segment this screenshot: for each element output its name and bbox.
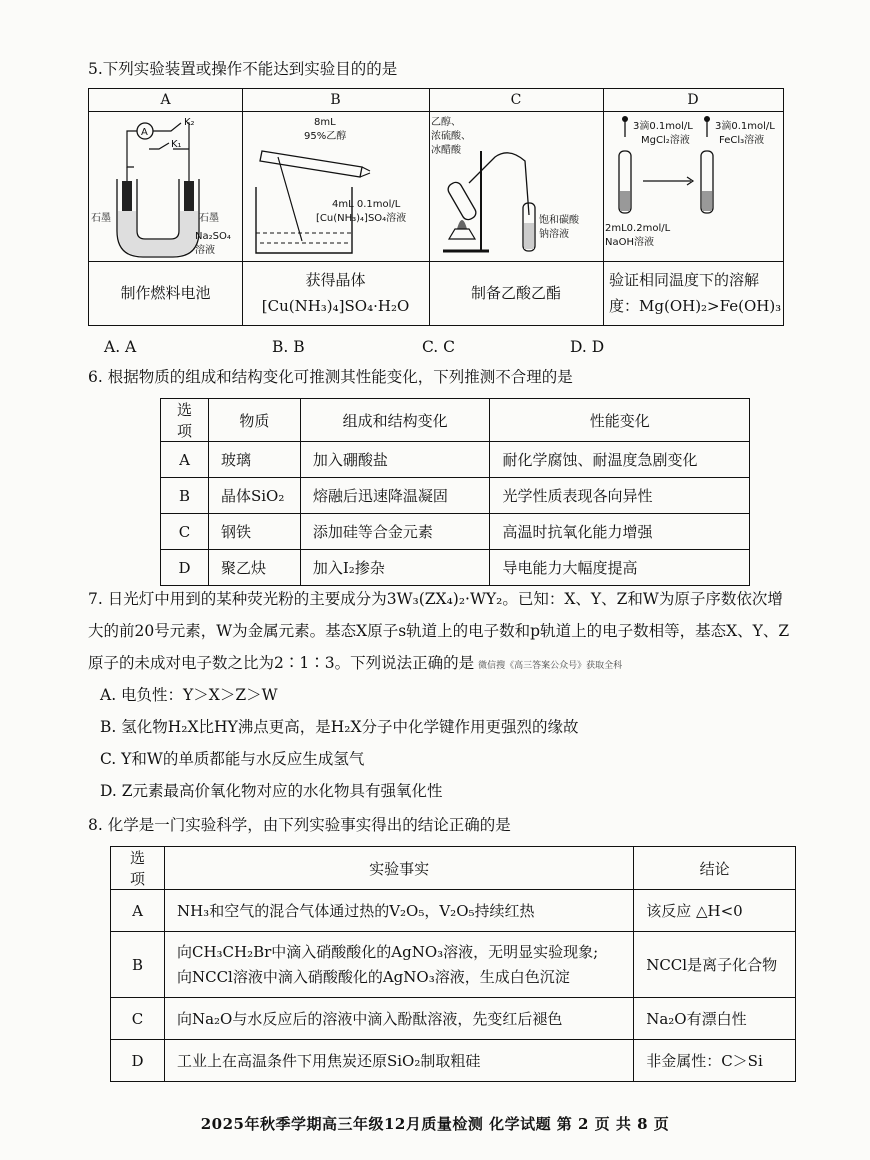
q6-header: 性能变化 [490, 399, 750, 442]
q6-option: D [161, 550, 209, 586]
electrolyte-label-1: Na₂SO₄ [195, 231, 231, 242]
q6-change: 熔融后迅速降温凝固 [300, 478, 490, 514]
ethanol-conc-label: 95%乙醇 [304, 131, 347, 142]
table-row [111, 890, 796, 932]
q5-option-d[interactable]: D. D [570, 338, 605, 356]
q6-property: 耐化学腐蚀、耐温度急剧变化 [490, 442, 750, 478]
q8-fact: 向Na₂O与水反应后的溶液中滴入酚酞溶液，先变红后褪色 [164, 998, 633, 1040]
q6-property: 光学性质表现各向异性 [490, 478, 750, 514]
mgcl2-conc-label: 3滴0.1mol/L [633, 121, 693, 132]
q6-header: 选项 [161, 399, 209, 442]
q6-header: 组成和结构变化 [300, 399, 490, 442]
q8-conclusion: 非金属性：C＞Si [634, 1040, 796, 1082]
reagent-label-1: 乙醇、 [431, 117, 461, 128]
q7-option-a[interactable]: A. 电负性：Y＞X＞Z＞W [100, 686, 278, 704]
naoh-conc-label: 2mL0.2mol/L [605, 223, 671, 234]
q5-option-c[interactable]: C. C [422, 338, 456, 356]
q8-fact: NH₃和空气的混合气体通过热的V₂O₅，V₂O₅持续红热 [164, 890, 633, 932]
q8-fact-line: 向CH₃CH₂Br中滴入硝酸酸化的AgNO₃溶液，无明显实验现象; [176, 942, 599, 961]
q7-stem-text: 原子的未成对电子数之比为2∶1∶3。下列说法正确的是 [88, 654, 475, 672]
table-row [161, 514, 750, 550]
graphite-left-label: 石墨 [91, 213, 111, 224]
q8-table [110, 846, 796, 1082]
q8-fact [164, 932, 633, 998]
ester-diagram [429, 111, 603, 261]
graphite-right-label: 石墨 [199, 213, 219, 224]
switch-k2-label: K₂ [184, 117, 195, 128]
q5-option-b[interactable]: B. B [272, 338, 305, 356]
q5-header-b: B [330, 92, 341, 108]
q6-header-row [161, 399, 750, 442]
q5-purpose-a [89, 261, 242, 325]
fecl3-name-label: FeCl₃溶液 [719, 135, 765, 146]
q6-change: 加入I₂掺杂 [300, 550, 490, 586]
q7-option-c[interactable]: C. Y和W的单质都能与水反应生成氢气 [100, 750, 365, 768]
q8-option: D [111, 1040, 165, 1082]
q5-apparatus-table [88, 88, 784, 326]
q6-material: 钢铁 [208, 514, 300, 550]
q5-stem: 5.下列实验装置或操作不能达到实验目的的是 [88, 60, 398, 78]
q5-purpose-b [242, 261, 429, 325]
naoh-name-label: NaOH溶液 [605, 237, 654, 248]
q6-material: 聚乙炔 [208, 550, 300, 586]
q6-change: 加入硼酸盐 [300, 442, 490, 478]
q5-header-d: D [687, 92, 699, 108]
table-row [161, 550, 750, 586]
q8-header: 结论 [634, 847, 796, 890]
q7-option-b[interactable]: B. 氢化物H₂X比HY沸点更高，是H₂X分子中化学键作用更强烈的缘故 [100, 718, 579, 736]
q5-header-a: A [160, 92, 171, 108]
q5-header-c: C [510, 92, 522, 108]
q8-fact-line: 向NCCl溶液中滴入硝酸酸化的AgNO₃溶液，生成白色沉淀 [176, 967, 570, 986]
q8-option: C [111, 998, 165, 1040]
q6-stem: 6. 根据物质的组成和结构变化可推测其性能变化，下列推测不合理的是 [88, 368, 573, 386]
q5-option-a[interactable]: A. A [104, 338, 137, 356]
purpose-text: 获得晶体 [305, 271, 366, 289]
q7-option-d[interactable]: D. Z元素最高价氧化物对应的水化物具有强氧化性 [100, 782, 443, 800]
reagent-label-2: 浓硫酸、 [431, 131, 471, 142]
receiver-label-2: 钠溶液 [539, 229, 569, 240]
q8-header: 实验事实 [164, 847, 633, 890]
table-row [111, 998, 796, 1040]
q6-table [160, 398, 750, 586]
fecl3-conc-label: 3滴0.1mol/L [715, 121, 775, 132]
table-row [111, 1040, 796, 1082]
table-row [111, 932, 796, 998]
q6-material: 玻璃 [208, 442, 300, 478]
q6-header: 物质 [208, 399, 300, 442]
watermark-text: 微信搜《高三答案公众号》获取全科 [478, 661, 623, 671]
page-footer: 2025年秋季学期高三年级12月质量检测 化学试题 第 2 页 共 8 页 [200, 1115, 670, 1133]
q7-stem-line-1: 7. 日光灯中用到的某种荧光粉的主要成分为3W₃(ZX₄)₂·WY₂。已知：X、Y、Z和W为原子序数依次增 [88, 590, 783, 608]
q8-conclusion: NCCl是离子化合物 [634, 932, 796, 998]
q6-property: 导电能力大幅度提高 [490, 550, 750, 586]
solution-conc-label: 4mL 0.1mol/L [332, 199, 401, 210]
q8-option: B [111, 932, 165, 998]
fuel-cell-diagram [89, 111, 242, 261]
purpose-text: 制备乙酸乙酯 [470, 284, 561, 302]
q6-option: C [161, 514, 209, 550]
mgcl2-name-label: MgCl₂溶液 [641, 135, 690, 146]
reagent-label-3: 冰醋酸 [431, 145, 461, 156]
q8-header-row [111, 847, 796, 890]
solution-name-label: [Cu(NH₃)₄]SO₄溶液 [316, 213, 407, 224]
q8-conclusion: 该反应 △H<0 [634, 890, 796, 932]
q8-option: A [111, 890, 165, 932]
table-row [161, 442, 750, 478]
ammeter-label: A [141, 127, 148, 138]
q7-stem-line-2: 大的前20号元素，W为金属元素。基态X原子s轨道上的电子数和p轨道上的电子数相等，基态X、Y、Z [88, 622, 790, 640]
q6-change: 添加硅等合金元素 [300, 514, 490, 550]
q8-header: 选项 [111, 847, 165, 890]
receiver-label-1: 饱和碳酸 [539, 215, 579, 226]
q8-stem: 8. 化学是一门实验科学，由下列实验事实得出的结论正确的是 [88, 816, 511, 834]
q5-purpose-c [429, 261, 603, 325]
purpose-formula: [Cu(NH₃)₄]SO₄·H₂O [261, 297, 410, 315]
ethanol-volume-label: 8mL [314, 117, 336, 128]
purpose-formula: 度：Mg(OH)₂>Fe(OH)₃ [609, 297, 782, 315]
switch-k1-label: K₁ [171, 139, 182, 150]
q6-option: B [161, 478, 209, 514]
q6-option: A [161, 442, 209, 478]
q5-purpose-d [603, 261, 783, 325]
q6-material: 晶体SiO₂ [208, 478, 300, 514]
electrolyte-label-2: 溶液 [195, 245, 215, 256]
purpose-text: 验证相同温度下的溶解 [609, 271, 760, 289]
precipitation-diagram [603, 111, 783, 261]
q7-stem-line-3 [88, 652, 622, 677]
q8-fact: 工业上在高温条件下用焦炭还原SiO₂制取粗硅 [164, 1040, 633, 1082]
q8-conclusion: Na₂O有漂白性 [634, 998, 796, 1040]
purpose-text: 制作燃料电池 [120, 284, 211, 302]
table-row [161, 478, 750, 514]
q6-property: 高温时抗氧化能力增强 [490, 514, 750, 550]
crystallization-diagram [242, 111, 429, 261]
